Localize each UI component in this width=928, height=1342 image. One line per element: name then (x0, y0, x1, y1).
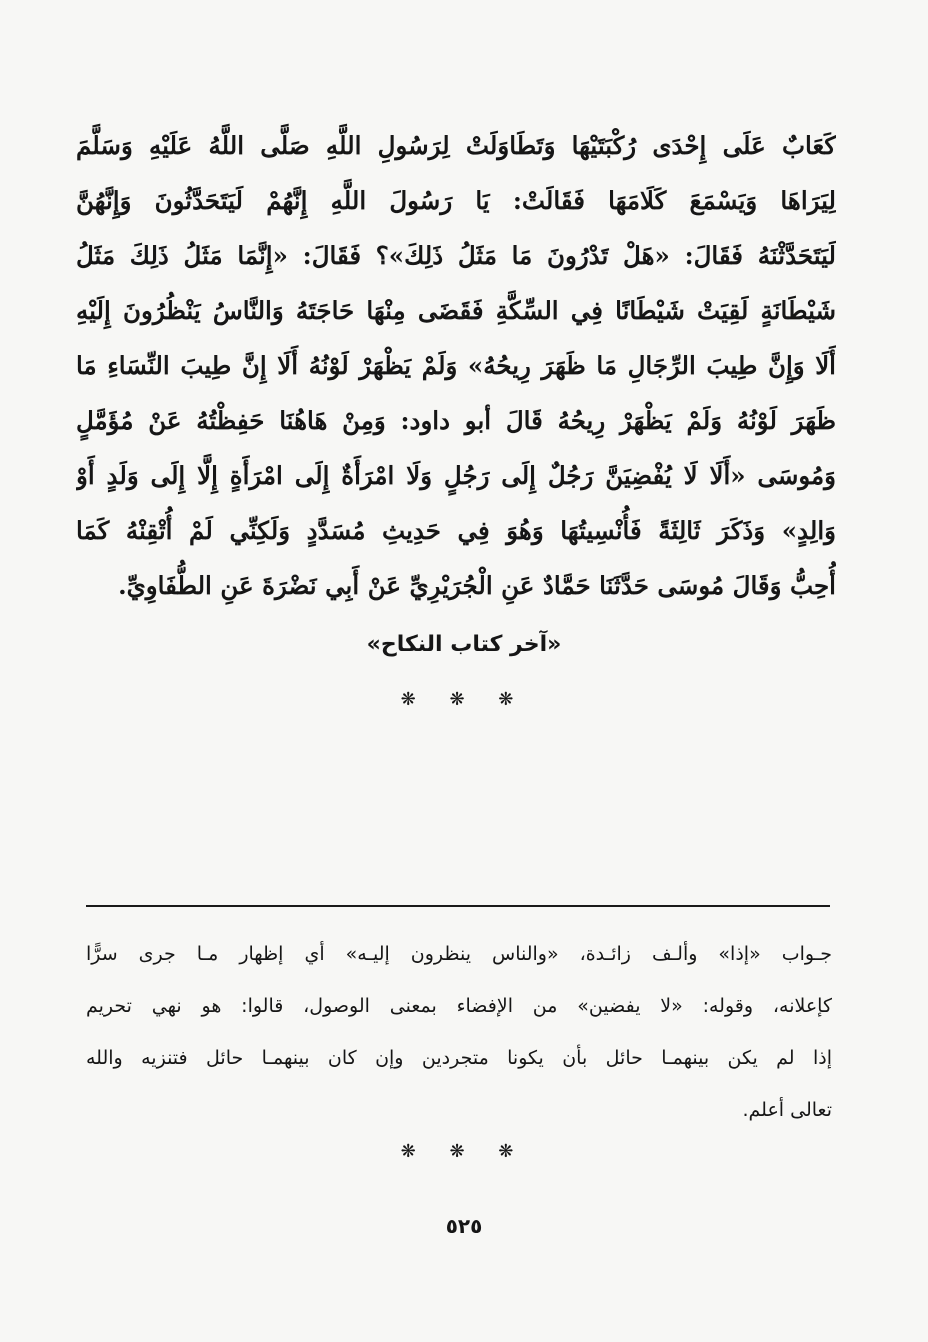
main-text-line: أُحِبُّ وَقَالَ مُوسَى حَدَّثَنَا حَمَّادٌ عَنِ الْجُرَيْرِيِّ عَنْ أَبِي نَضْرَةَ عَنِ الطُّفَاوِيِّ. (118, 571, 836, 600)
main-text-line: لَيَتَحَدَّثْنَهُ فَقَالَ: «هَلْ تَدْرُونَ مَا مَثَلُ ذَلِكَ»؟ فَقَالَ: «إِنَّمَا مَثَلُ ذَلِكَ مَثَلُ (76, 241, 836, 270)
main-text-line: وَالِدٍ» وَذَكَرَ ثَالِثَةً فَأُنْسِيتُهَا وَهُوَ فِي حَدِيثِ مُسَدَّدٍ وَلَكِنِّي لَمْ أُتْقِنْهُ كَمَا (76, 516, 836, 545)
main-text-line: كَعَابٌ عَلَى إِحْدَى رُكْبَتَيْهَا وَتَطَاوَلَتْ لِرَسُولِ اللَّهِ صَلَّى اللَّهُ عَلَيْهِ وَسَلَّمَ (76, 131, 836, 160)
page-number: ٥٢٥ (445, 1214, 483, 1238)
footnote-line: جـواب «إذا» وألـف زائـدة، «والناس ينظرون إليـه» أي إظهار مـا جرى سرًّا (86, 943, 832, 965)
main-text-line: وَمُوسَى «أَلَا لَا يُفْضِيَنَّ رَجُلٌ إِلَى رَجُلٍ وَلَا امْرَأَةٌ إِلَى امْرَأَةٍ إِلَّا إِلَى وَلَدٍ أَوْ (76, 461, 836, 490)
section-separator: ❋ ❋ ❋ (400, 689, 528, 710)
main-text-line: شَيْطَانَةٍ لَقِيَتْ شَيْطَانًا فِي السِّكَّةِ فَقَضَى مِنْهَا حَاجَتَهُ وَالنَّاسُ يَنْظُرُونَ إِلَيْهِ (76, 296, 836, 325)
footnote-separator: ❋ ❋ ❋ (400, 1141, 528, 1162)
main-text-block (76, 118, 836, 613)
main-text-line: أَلَا وَإِنَّ طِيبَ الرِّجَالِ مَا ظَهَرَ رِيحُهُ» وَلَمْ يَظْهَرْ لَوْنُهُ أَلَا إِنَّ طِيبَ النِّسَاءِ مَا (76, 351, 836, 380)
chapter-end-heading: «آخر كتاب النكاح» (366, 632, 562, 657)
footnote-divider (86, 905, 830, 907)
footnote-line: إذا لم يكن بينهمـا حائل بأن يكونا متجردين وإن كان بينهمـا حائل فتنزيه والله (86, 1047, 832, 1069)
footnotes-block (86, 928, 832, 1136)
footnote-line: كإعلانه، وقوله: «لا يفضين» من الإفضاء بمعنى الوصول، قالوا: هو نهي تحريم (86, 995, 832, 1017)
main-text-line: ظَهَرَ لَوْنُهُ وَلَمْ يَظْهَرْ رِيحُهُ قَالَ أبو داود: وَمِنْ هَاهُنَا حَفِظْتُهُ عَنْ مُؤَمَّلٍ (76, 406, 836, 435)
footnote-line: تعالى أعلم. (742, 1099, 832, 1121)
main-text-line: لِيَرَاهَا وَيَسْمَعَ كَلَامَهَا فَقَالَتْ: يَا رَسُولَ اللَّهِ إِنَّهُمْ لَيَتَحَدَّثُونَ وَإِنَّهُنَّ (76, 186, 836, 215)
